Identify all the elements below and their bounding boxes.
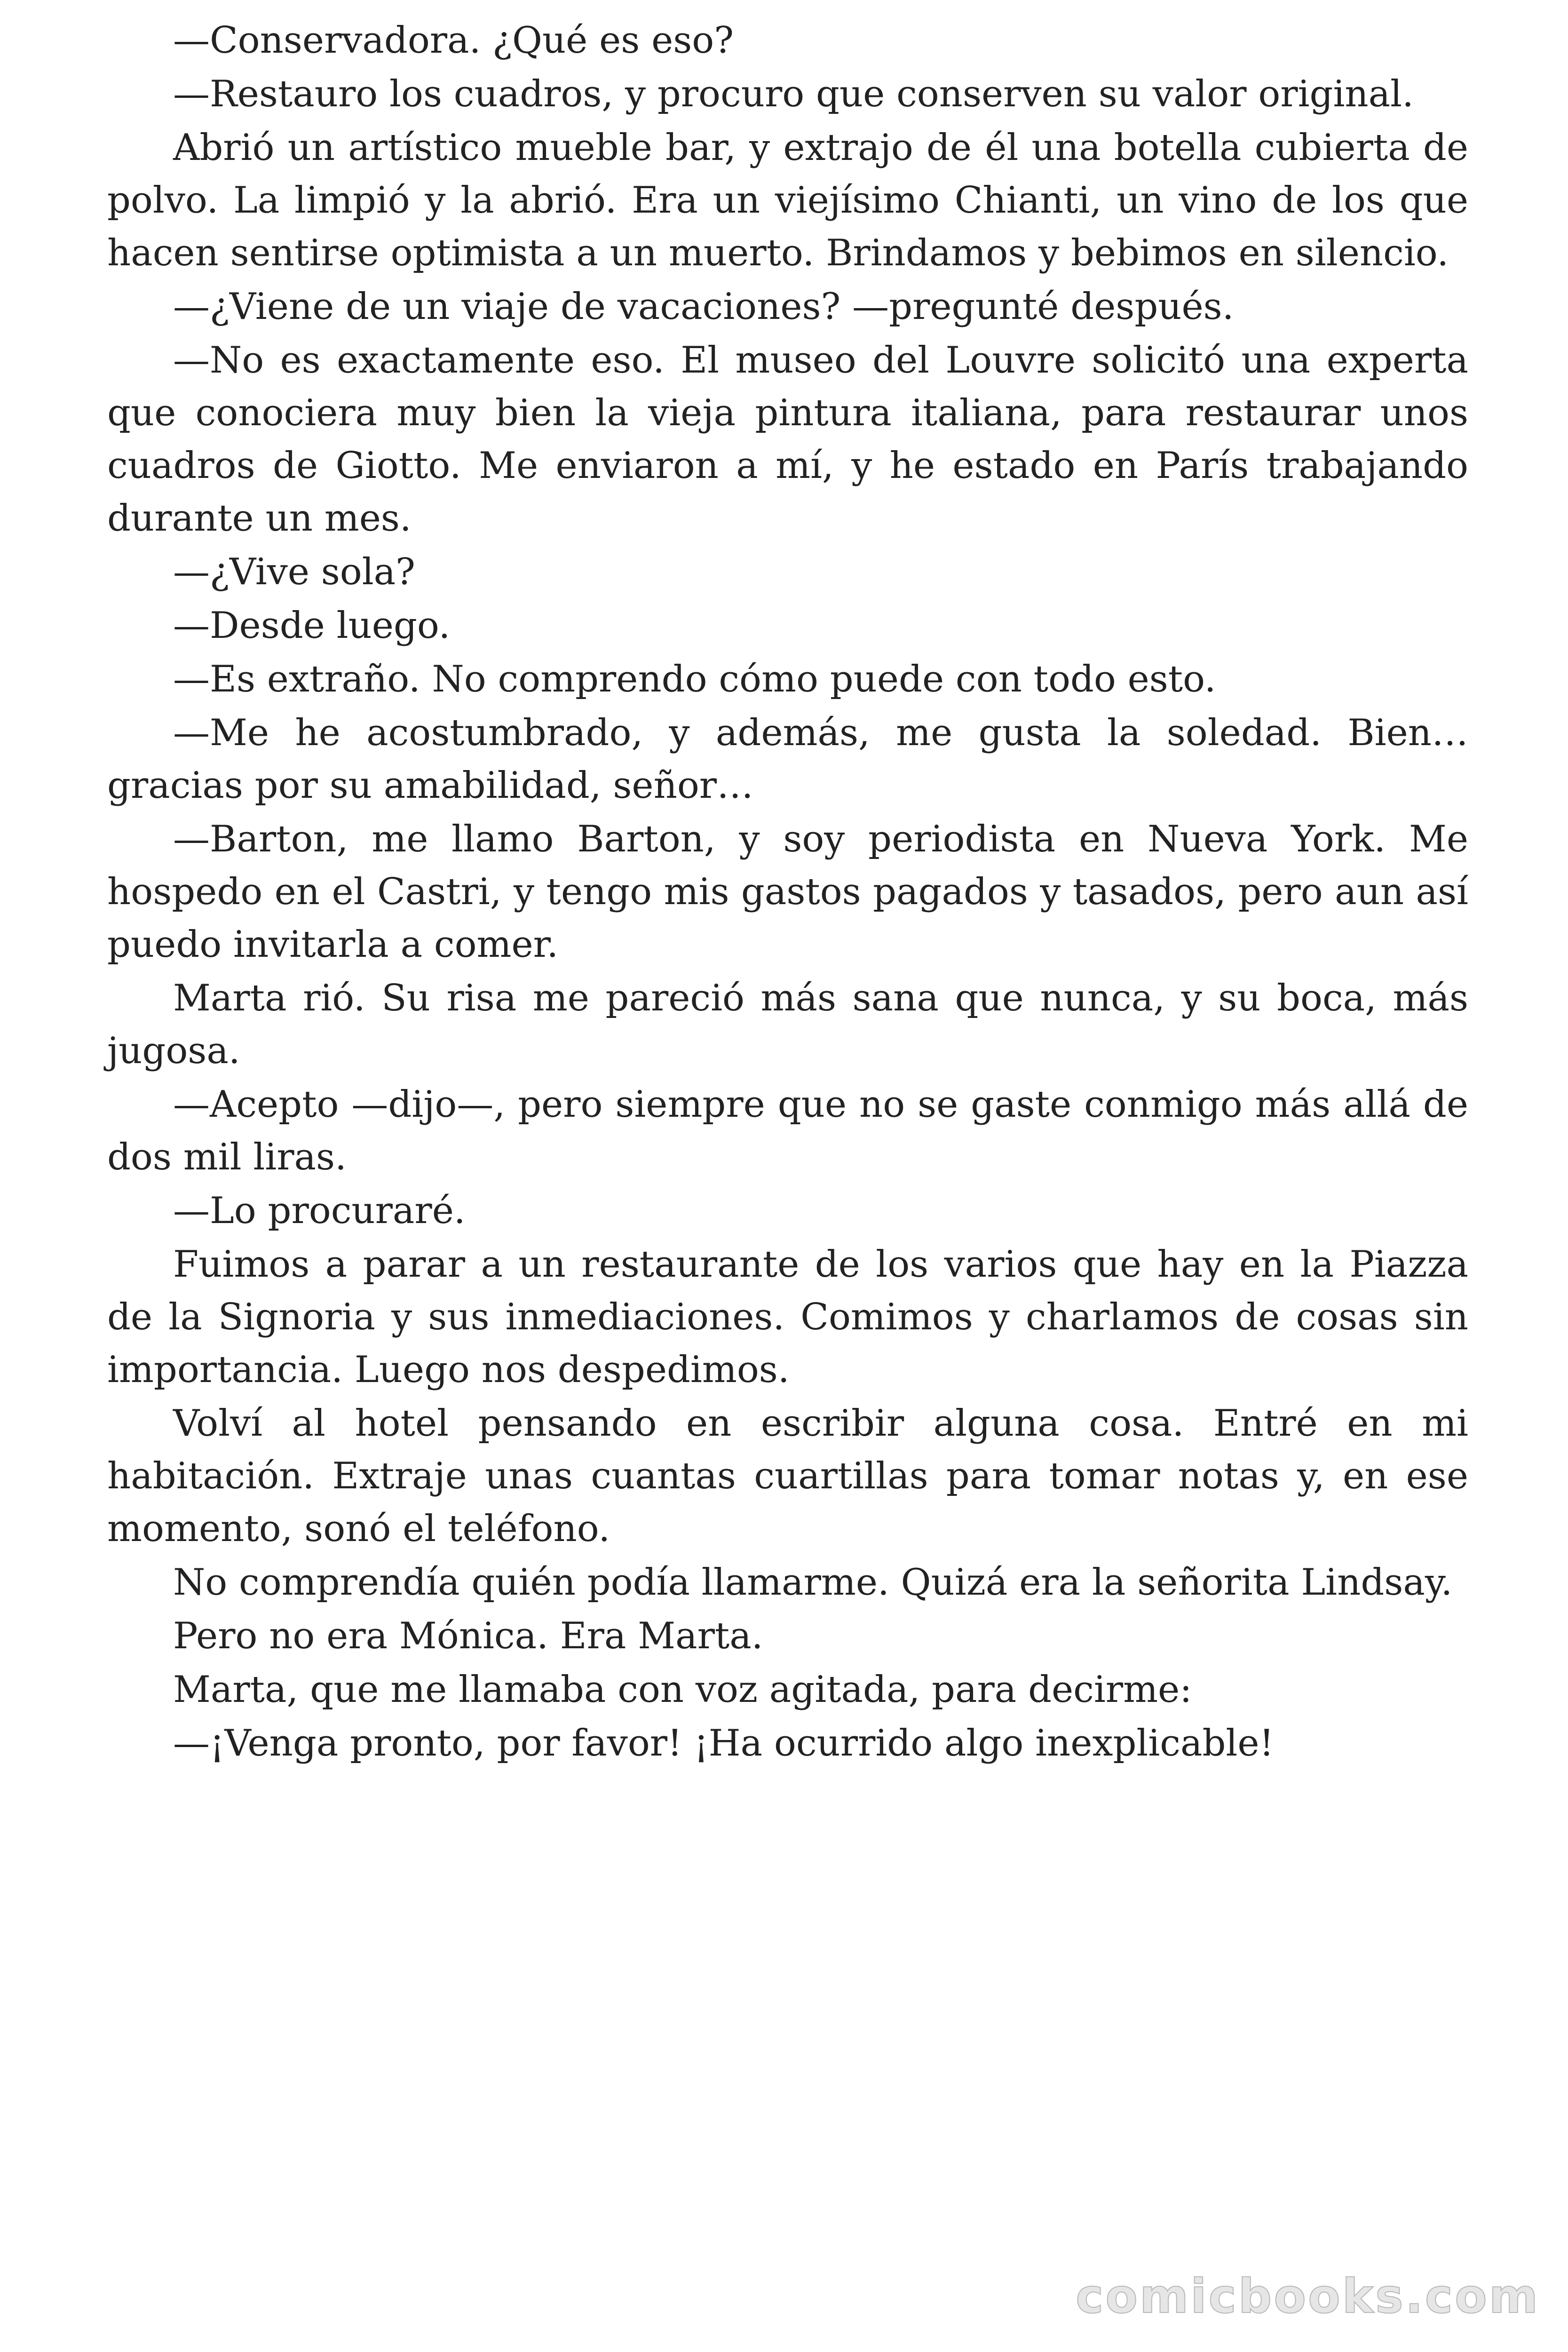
paragraph: —Barton, me llamo Barton, y soy periodista en Nueva York. Me hospedo en el Castri, y tengo mis gastos pagados y tasados, pero aun así puedo invitarla a comer. [107, 818, 1468, 966]
body-text [107, 14, 1468, 1771]
paragraph: Abrió un artístico mueble bar, y extrajo de él una botella cubierta de polvo. La limpió y la abrió. Era un viejísimo Chianti, un vino de los que hacen sentirse optimista a un muerto. Brindamos y bebimos en silencio. [107, 127, 1468, 274]
paragraph: —Es extraño. No comprendo cómo puede con todo esto. [173, 658, 1216, 700]
paragraph: —¿Viene de un viaje de vacaciones? —pregunté después. [173, 286, 1234, 328]
paragraph: —Acepto —dijo—, pero siempre que no se gaste conmigo más allá de dos mil liras. [107, 1083, 1468, 1178]
paragraph: —Me he acostumbrado, y además, me gusta la soledad. Bien… gracias por su amabilidad, señor… [107, 712, 1468, 807]
paragraph: Fuimos a parar a un restaurante de los varios que hay en la Piazza de la Signoria y sus inmediaciones. Comimos y charlamos de cosas sin importancia. Luego nos despedimos. [107, 1243, 1468, 1391]
paragraph: —¿Vive sola? [173, 551, 415, 593]
paragraph: No comprendía quién podía llamarme. Quizá era la señorita Lindsay. [173, 1561, 1453, 1604]
paragraph: —Desde luego. [173, 604, 451, 647]
paragraph: —Conservadora. ¿Qué es eso? [173, 19, 734, 62]
paragraph: —¡Venga pronto, por favor! ¡Ha ocurrido algo inexplicable! [173, 1722, 1274, 1764]
paragraph: —No es exactamente eso. El museo del Louvre solicitó una experta que conociera muy bien la vieja pintura italiana, para restaurar unos cuadros de Giotto. Me enviaron a mí, y he estado en París trabajando durante un mes. [107, 339, 1468, 540]
paragraph: Marta rió. Su risa me pareció más sana que nunca, y su boca, más jugosa. [107, 977, 1468, 1072]
paragraph: —Restauro los cuadros, y procuro que conserven su valor original. [173, 73, 1414, 115]
paragraph: Pero no era Mónica. Era Marta. [173, 1615, 763, 1657]
paragraph: —Lo procuraré. [173, 1190, 466, 1232]
paragraph: Volví al hotel pensando en escribir alguna cosa. Entré en mi habitación. Extraje unas cuantas cuartillas para tomar notas y, en ese momento, sonó el teléfono. [107, 1402, 1468, 1550]
watermark: comicbooks.com [1076, 2269, 1540, 2324]
paragraph: Marta, que me llamaba con voz agitada, para decirme: [173, 1669, 1192, 1711]
